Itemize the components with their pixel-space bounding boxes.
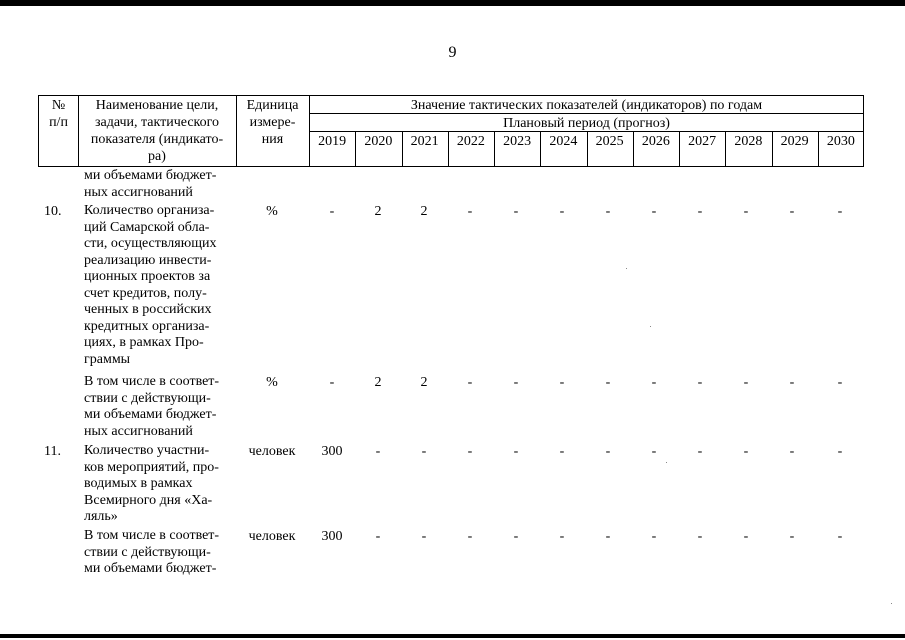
page-number: 9 [448, 44, 457, 61]
header-year: 2024 [549, 134, 578, 149]
header-divider [309, 113, 864, 114]
header-year: 2028 [734, 134, 763, 149]
header-divider [494, 131, 495, 166]
value-cell: 300 [321, 529, 343, 544]
value-cell: 2 [420, 375, 428, 390]
value-cell: - [743, 375, 749, 390]
value-cell: - [697, 375, 703, 390]
value-cell: - [651, 204, 657, 219]
header-divider [772, 131, 773, 166]
value-cell: 300 [321, 444, 343, 459]
value-cell: - [743, 204, 749, 219]
value-cell: - [789, 375, 795, 390]
unit-cell: человек [248, 444, 296, 459]
value-cell: - [513, 444, 519, 459]
indicator-name: Количество организа- ций Самарской обла- сти, осуществляющих реализацию инвести- ционных проектов за счет кредитов, полу- ченных в российских кредитных организа- циях, в рамках Про- граммы [84, 203, 217, 367]
header-year: 2023 [503, 134, 532, 149]
header-name: Наименование цели, задачи, тактического показателя (индикато- ра) [90, 98, 224, 164]
unit-cell: человек [248, 529, 296, 544]
value-cell: - [837, 529, 843, 544]
indicator-name: В том числе в соответ- ствии с действующи- ми объемами бюджет- [84, 528, 220, 576]
value-cell: - [697, 444, 703, 459]
row-number: 10. [44, 204, 62, 219]
value-cell: - [513, 375, 519, 390]
value-cell: - [651, 529, 657, 544]
value-cell: - [375, 444, 381, 459]
header-year: 2029 [780, 134, 809, 149]
header-year: 2019 [318, 134, 347, 149]
header-divider [587, 131, 588, 166]
scan-speck [891, 603, 892, 604]
header-divider [633, 131, 634, 166]
value-cell: 2 [374, 375, 382, 390]
header-divider [448, 131, 449, 166]
header-year: 2022 [456, 134, 485, 149]
scan-speck [650, 326, 651, 327]
header-divider [78, 96, 79, 166]
header-divider [402, 131, 403, 166]
value-cell: - [789, 444, 795, 459]
value-cell: - [559, 444, 565, 459]
value-cell: 2 [374, 204, 382, 219]
value-cell: 2 [420, 204, 428, 219]
header-period-title: Плановый период (прогноз) [503, 116, 670, 131]
value-cell: - [651, 444, 657, 459]
header-divider [540, 131, 541, 166]
header-num: № п/п [49, 98, 68, 130]
indicator-name: Количество участни- ков мероприятий, про- водимых в рамках Всемирного дня «Ха- ляль» [84, 443, 219, 524]
header-year: 2020 [364, 134, 393, 149]
row-number: 11. [44, 444, 61, 459]
value-cell: - [789, 204, 795, 219]
value-cell: - [605, 529, 611, 544]
value-cell: - [743, 444, 749, 459]
header-divider [679, 131, 680, 166]
value-cell: - [605, 444, 611, 459]
value-cell: - [743, 529, 749, 544]
header-divider [236, 96, 237, 166]
unit-cell: % [266, 375, 278, 390]
header-divider [818, 131, 819, 166]
value-cell: - [651, 375, 657, 390]
header-year: 2021 [410, 134, 439, 149]
value-cell: - [605, 204, 611, 219]
header-year: 2026 [641, 134, 670, 149]
value-cell: - [329, 204, 335, 219]
indicator-name: ми объемами бюджет- ных ассигнований [84, 168, 217, 200]
value-cell: - [789, 529, 795, 544]
value-cell: - [421, 444, 427, 459]
header-divider [355, 131, 356, 166]
value-cell: - [837, 375, 843, 390]
value-cell: - [467, 204, 473, 219]
header-year: 2030 [826, 134, 855, 149]
value-cell: - [837, 444, 843, 459]
header-values-title: Значение тактических показателей (индикаторов) по годам [410, 98, 763, 113]
table-header [38, 95, 864, 167]
value-cell: - [421, 529, 427, 544]
value-cell: - [559, 375, 565, 390]
value-cell: - [697, 529, 703, 544]
value-cell: - [513, 204, 519, 219]
value-cell: - [467, 529, 473, 544]
value-cell: - [467, 444, 473, 459]
header-divider [725, 131, 726, 166]
value-cell: - [697, 204, 703, 219]
unit-cell: % [266, 204, 278, 219]
scan-top-edge [0, 0, 905, 6]
value-cell: - [837, 204, 843, 219]
value-cell: - [559, 204, 565, 219]
header-year: 2027 [688, 134, 717, 149]
header-year: 2025 [595, 134, 624, 149]
scan-speck [666, 462, 667, 463]
indicator-name: В том числе в соответ- ствии с действующи- ми объемами бюджет- ных ассигнований [84, 374, 220, 439]
value-cell: - [375, 529, 381, 544]
value-cell: - [559, 529, 565, 544]
value-cell: - [605, 375, 611, 390]
scan-bottom-edge [0, 634, 905, 638]
value-cell: - [513, 529, 519, 544]
scan-speck [626, 268, 627, 269]
header-unit: Единица измере- ния [246, 98, 299, 147]
value-cell: - [329, 375, 335, 390]
value-cell: - [467, 375, 473, 390]
